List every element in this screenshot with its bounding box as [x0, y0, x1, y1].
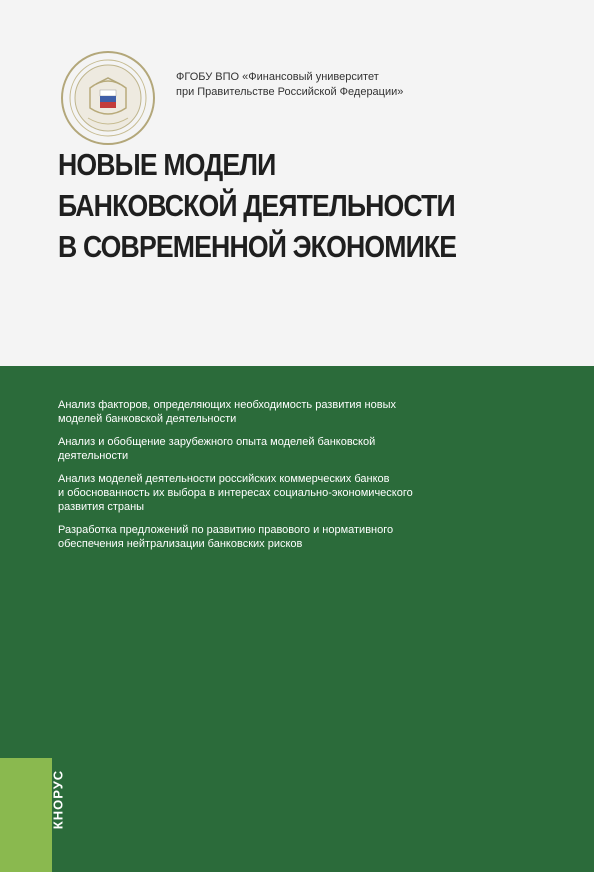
- topic-line: моделей банковской деятельности: [58, 413, 237, 425]
- topic-line: деятельности: [58, 450, 129, 462]
- title-line-2: БАНКОВСКОЙ ДЕЯТЕЛЬНОСТИ: [58, 188, 455, 223]
- topic-line: Разработка предложений по развитию правового и нормативного: [58, 524, 394, 536]
- institution-name: [176, 70, 476, 100]
- topics-list: [58, 398, 558, 560]
- topic-item: [58, 523, 558, 551]
- topic-line: развития страны: [58, 501, 145, 513]
- institution-line-1: ФГОБУ ВПО «Финансовый университет: [176, 71, 379, 83]
- publisher-logo: КНОРУС: [50, 769, 66, 830]
- institution-line-2: при Правительстве Российской Федерации»: [176, 86, 404, 98]
- title-line-1: НОВЫЕ МОДЕЛИ: [58, 147, 276, 182]
- topic-item: [58, 398, 558, 426]
- topic-line: Анализ моделей деятельности российских коммерческих банков: [58, 473, 390, 485]
- book-title: [58, 144, 505, 267]
- topic-line: Анализ факторов, определяющих необходимость развития новых: [58, 399, 396, 411]
- topic-item: [58, 472, 558, 514]
- cover-top-section: [0, 0, 594, 366]
- title-line-3: В СОВРЕМЕННОЙ ЭКОНОМИКЕ: [58, 229, 457, 264]
- topic-line: и обоснованность их выбора в интересах социально-экономического: [58, 487, 413, 499]
- topic-line: Анализ и обобщение зарубежного опыта моделей банковской: [58, 436, 376, 448]
- light-green-accent-bar: [0, 758, 52, 872]
- topic-line: обеспечения нейтрализации банковских рисков: [58, 538, 303, 550]
- university-seal-icon: [60, 50, 156, 146]
- topic-item: [58, 435, 558, 463]
